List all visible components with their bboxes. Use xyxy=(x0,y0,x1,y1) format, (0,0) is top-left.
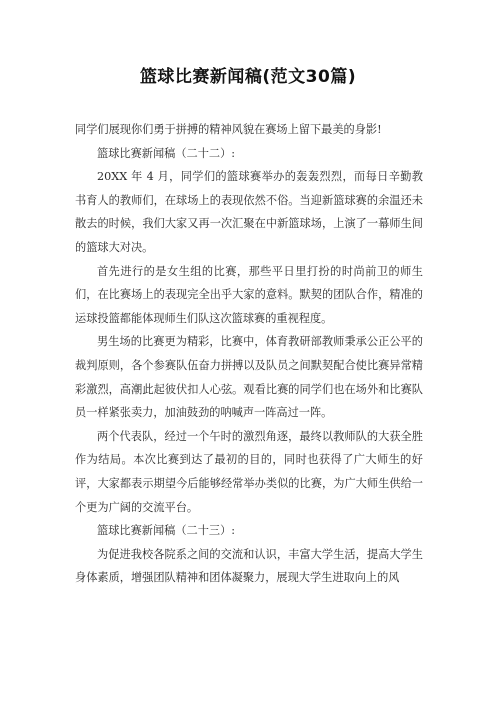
body-paragraph: 男生场的比赛更为精彩，比赛中，体育教研部教师秉承公正公平的裁判原则，各个参赛队伍奋力拼搏以及队员之间默契配合使比赛异常精彩激烈，高潮此起彼伏扣人心弦。观看比赛的同学们也在场外和比赛队员一样紧张卖力，加油鼓劲的呐喊声一阵高过一阵。 xyxy=(75,335,423,420)
body-paragraph: 首先进行的是女生组的比赛，那些平日里打扮的时尚前卫的师生们，在比赛场上的表现完全出乎大家的意料。默契的团队合作，精准的运球投篮都能体现师生们队这次篮球赛的重视程度。 xyxy=(75,264,423,325)
body-paragraph: 篮球比赛新闻稿（二十二）: xyxy=(97,146,236,160)
body-paragraph: 篮球比赛新闻稿（二十三）: xyxy=(97,524,236,538)
body-paragraph: 两个代表队，经过一个午时的激烈角逐，最终以教师队的大获全胜作为结局。本次比赛到达了最初的目的，同时也获得了广大师生的好评，大家都表示期望今后能够经常举办类似的比赛，为广大师生供给一个更为广阔的交流平台。 xyxy=(75,429,423,514)
document-body xyxy=(75,118,423,590)
body-paragraph: 为促进我校各院系之间的交流和认识，丰富大学生活，提高大学生身体素质，增强团队精神和团体凝聚力，展现大学生进取向上的风 xyxy=(75,547,423,585)
body-paragraph: 同学们展现你们勇于拼搏的精神风貌在赛场上留下最美的身影! xyxy=(75,123,382,136)
page-title: 篮球比赛新闻稿(范文30篇) xyxy=(139,67,357,87)
body-paragraph: 20XX 年 4 月，同学们的篮球赛举办的轰轰烈烈，而每日辛勤教书育人的教师们，在球场上的表现依然不俗。当迎新篮球赛的余温还未散去的时候，我们大家又再一次汇聚在中新篮球场，上演了一幕师生间的篮球大对决。 xyxy=(75,170,423,254)
